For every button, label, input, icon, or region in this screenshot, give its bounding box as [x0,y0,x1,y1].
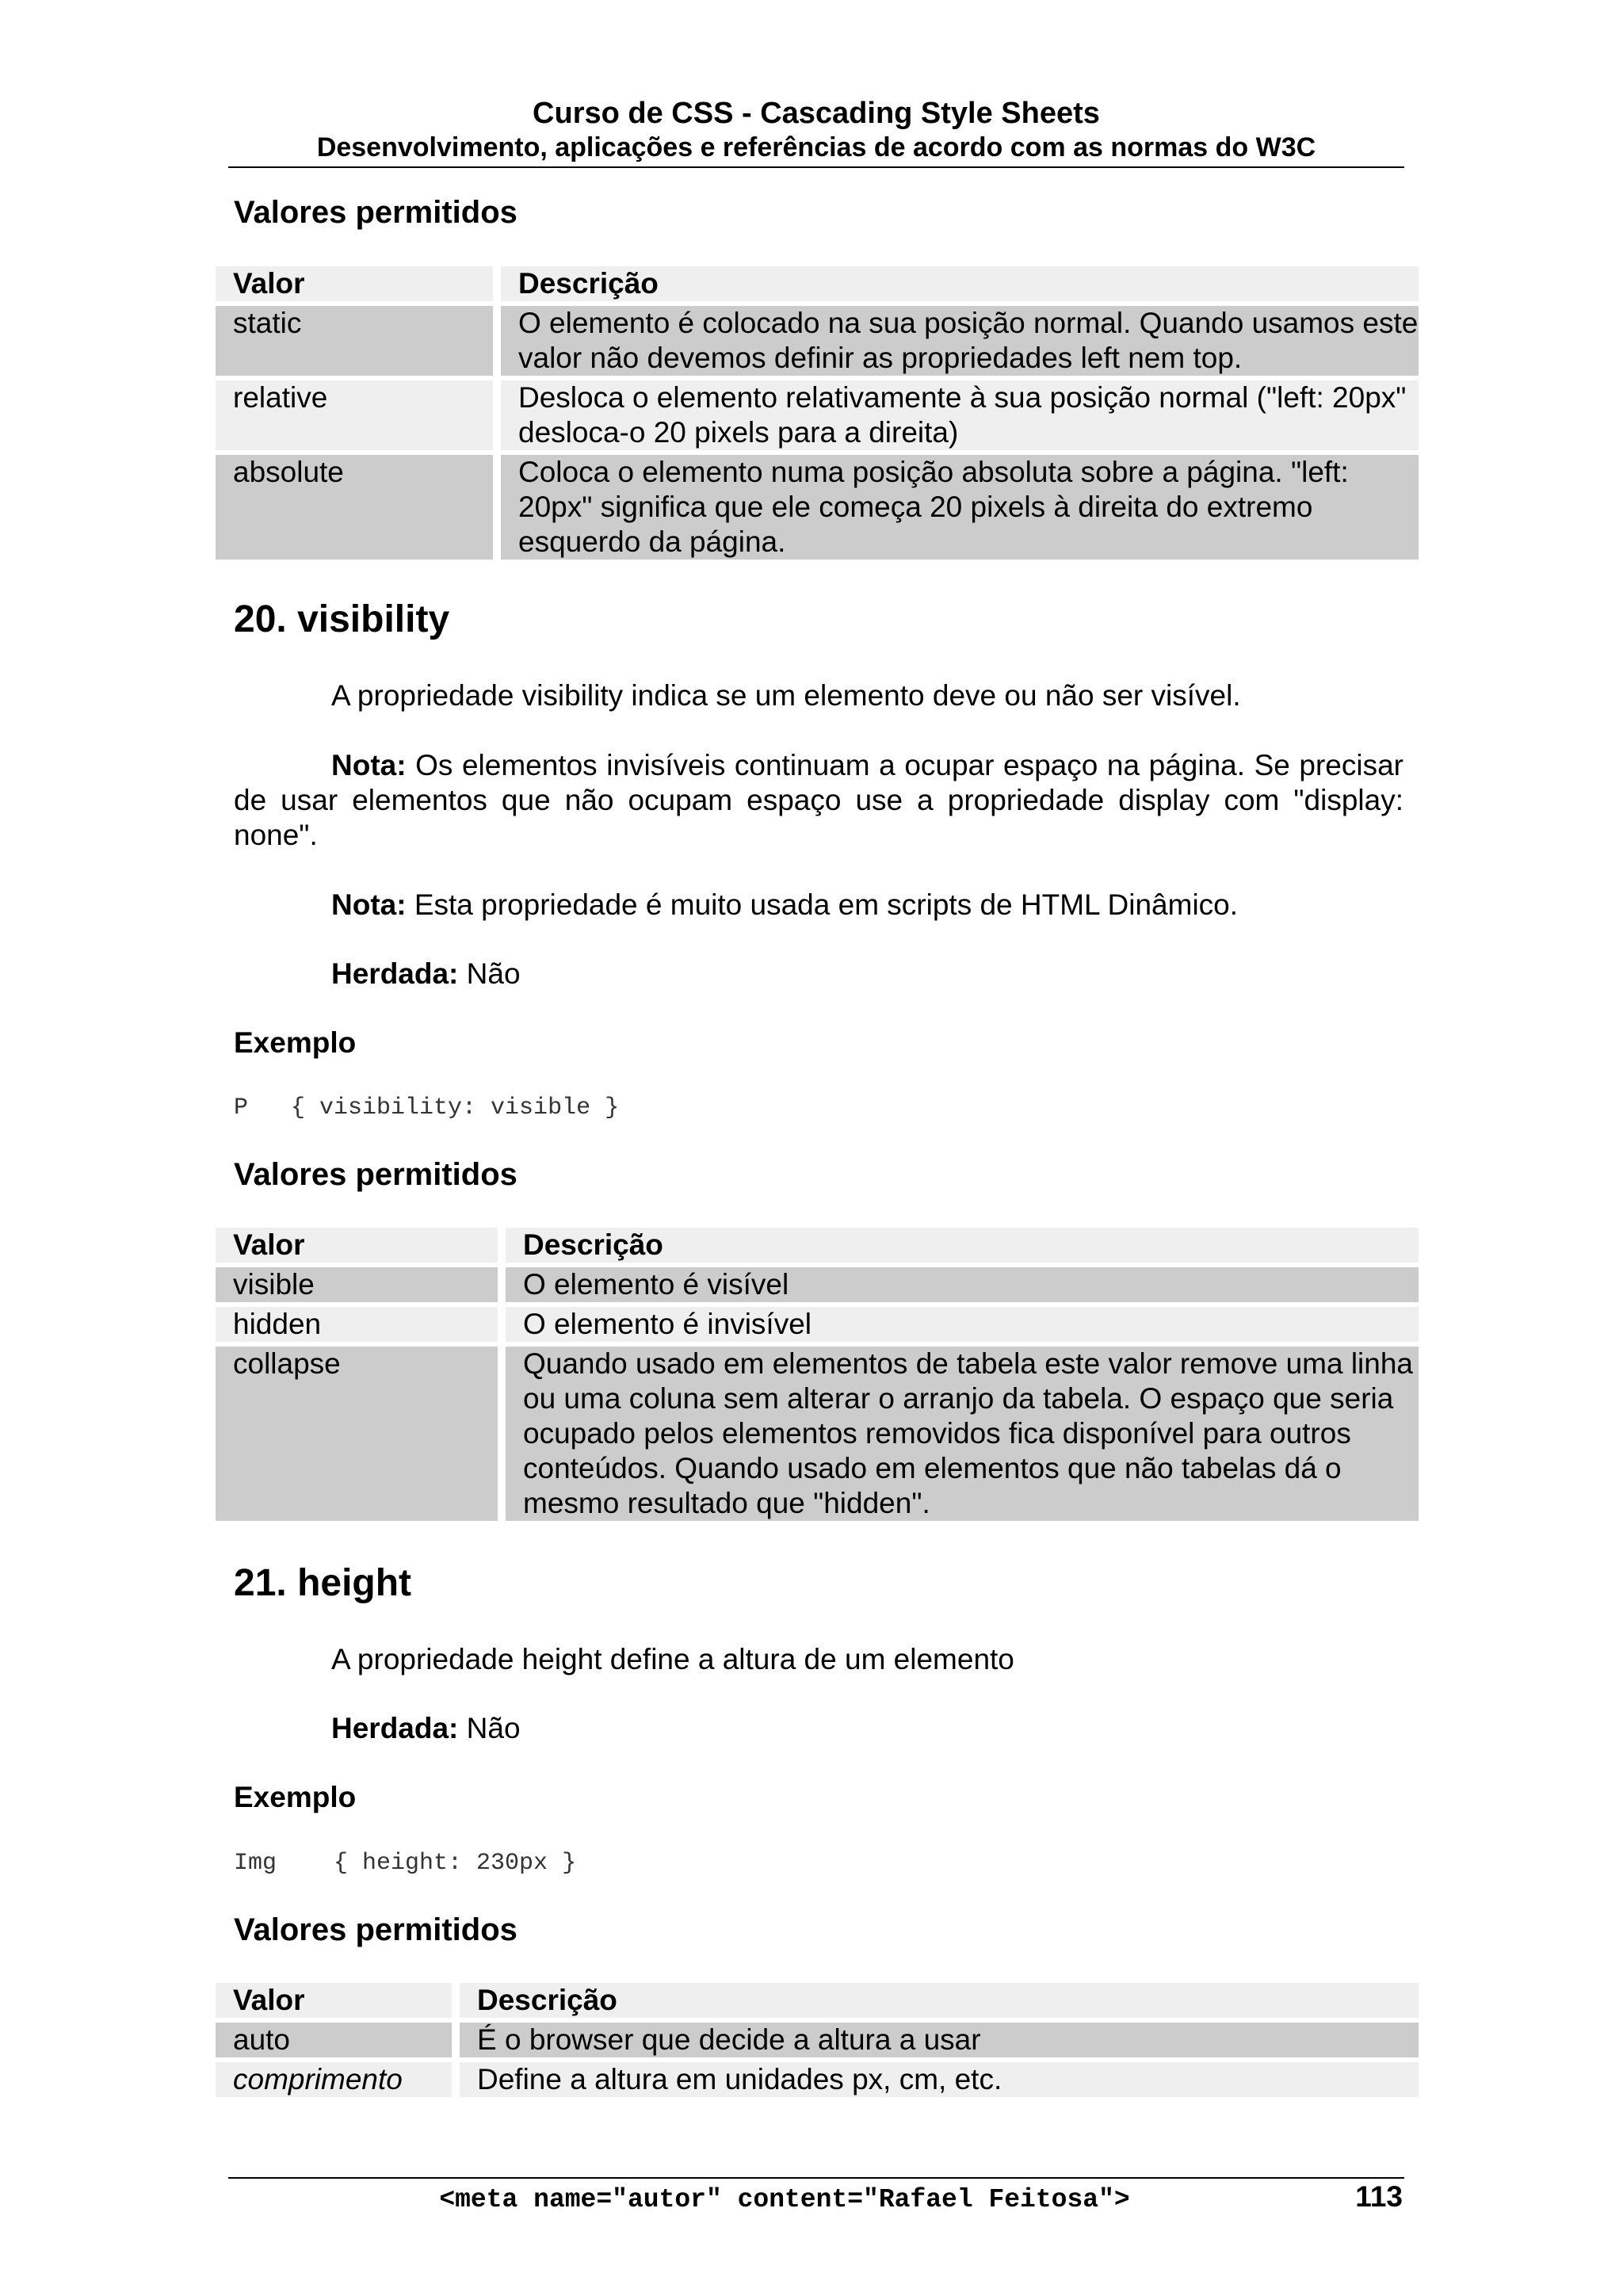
height-values-heading: Valores permitidos [234,1912,517,1947]
table-cell-desc: Define a altura em unidades px, cm, etc. [460,2062,1419,2097]
position-values-table [216,262,1419,564]
visibility-example-heading: Exemplo [234,1026,357,1059]
visibility-note-2 [331,888,1403,923]
value-italic: comprimento [233,2063,403,2095]
table-cell-desc: O elemento é colocado na sua posição normal. Quando usamos este valor não devemos definir as propriedades left nem top. [501,306,1419,376]
table-cell-value: visible [216,1267,506,1302]
table-header-cell: Descrição [460,1983,1419,2018]
table-row [216,2023,1419,2057]
note-text: Esta propriedade é muito usada em scripts de HTML Dinâmico. [406,888,1239,921]
page-number: 113 [1355,2180,1403,2213]
table-header-cell: Descrição [506,1228,1419,1263]
visibility-intro: A propriedade visibility indica se um elemento deve ou não ser visível. [331,679,1241,712]
height-values-table [216,1978,1419,2102]
table-header-row [216,266,1419,301]
table-cell-desc: Quando usado em elementos de tabela este valor remove uma linha ou uma coluna sem alterar o arranjo da tabela. O espaço que seria ocupado pelos elementos removidos fica disponível para outros conteúdos. Quando usado em elementos que não tabelas dá o mesmo resultado que "hidden". [506,1347,1419,1521]
table-cell-value: relative [216,380,501,450]
section-heading-values: Valores permitidos [234,195,517,230]
section-title-height: 21. height [234,1562,412,1604]
header-title: Curso de CSS - Cascading Style Sheets [533,97,1100,130]
height-example-heading: Exemplo [234,1781,357,1813]
visibility-example-code: P { visibility: visible } [234,1095,620,1121]
visibility-values-table [216,1223,1419,1526]
header-subtitle: Desenvolvimento, aplicações e referências de acordo com as normas do W3C [316,132,1316,162]
section-title-visibility: 20. visibility [234,598,450,640]
footer-meta-code: <meta name="autor" content="Rafael Feitosa"> [439,2185,1130,2214]
table-row [216,1347,1419,1521]
visibility-values-heading: Valores permitidos [234,1157,517,1192]
table-cell-desc: O elemento é visível [506,1267,1419,1302]
table-row [216,455,1419,560]
inherited-label: Herdada: [331,957,459,990]
table-header-row [216,1983,1419,2018]
visibility-note-1 [234,748,1403,853]
footer-rule [228,2177,1404,2179]
table-cell-desc: Coloca o elemento numa posição absoluta sobre a página. "left: 20px" significa que ele começa 20 pixels à direita do extremo esquerdo da página. [501,455,1419,560]
note-label: Nota: [331,888,407,921]
table-row [216,306,1419,376]
table-cell-value [216,2062,460,2097]
table-cell-value: auto [216,2023,460,2057]
table-row [216,1307,1419,1342]
table-row [216,1267,1419,1302]
table-cell-desc: Desloca o elemento relativamente à sua posição normal ("left: 20px" desloca-o 20 pixels para a direita) [501,380,1419,450]
table-row [216,380,1419,450]
note-label: Nota: [331,749,407,781]
inherited-label: Herdada: [331,1712,459,1744]
table-cell-value: absolute [216,455,501,560]
table-header-row [216,1228,1419,1263]
table-header-cell: Valor [216,1228,506,1263]
inherited-value: Não [458,957,521,990]
table-cell-value: collapse [216,1347,506,1521]
table-header-cell: Valor [216,266,501,301]
height-example-code: Img { height: 230px } [234,1850,577,1877]
table-cell-value: hidden [216,1307,506,1342]
table-cell-desc: É o browser que decide a altura a usar [460,2023,1419,2057]
table-row [216,2062,1419,2097]
table-cell-desc: O elemento é invisível [506,1307,1419,1342]
table-header-cell: Valor [216,1983,460,2018]
note-text: Os elementos invisíveis continuam a ocupar espaço na página. Se precisar de usar elementos que não ocupam espaço use a propriedade display com "display: none". [234,749,1403,851]
table-header-cell: Descrição [501,266,1419,301]
table-cell-value: static [216,306,501,376]
inherited-value: Não [458,1712,521,1744]
height-intro: A propriedade height define a altura de um elemento [331,1643,1014,1675]
visibility-inherited [331,957,1403,991]
header-rule [228,166,1404,168]
height-inherited [331,1711,1403,1746]
